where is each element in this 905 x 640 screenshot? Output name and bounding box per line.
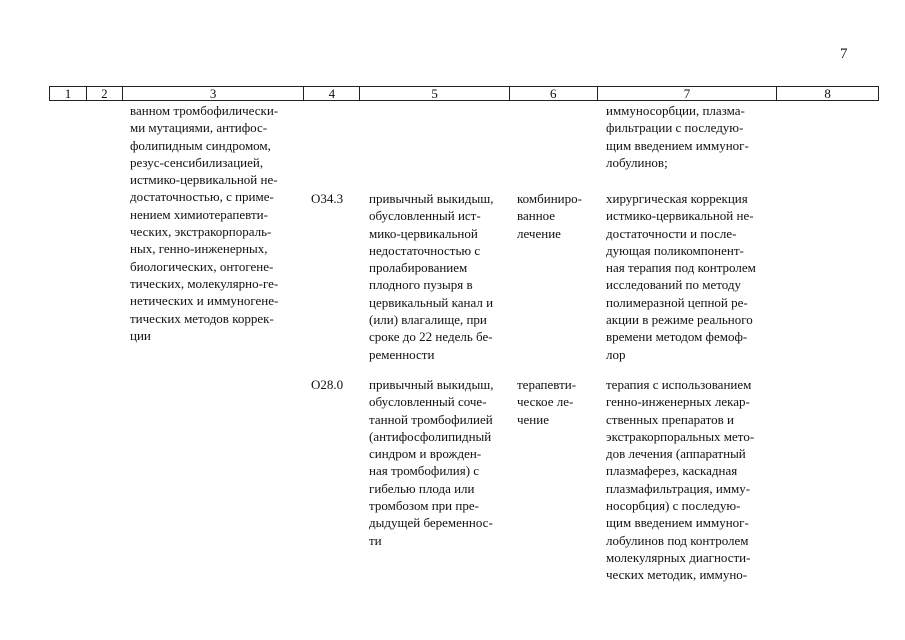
- row-treatment-type: терапевти- ческое ле- чение: [517, 377, 577, 427]
- row-treatment-type: комбиниро- ванное лечение: [517, 191, 582, 241]
- header-col-4: 4: [304, 87, 360, 100]
- row-method: хирургическая коррекция истмико-цервикальной не- достаточности и после- дующая поликомпонент- ная терапия под контролем исследований по методу полимеразной цепной ре- акции в режиме реального времени методом фемоф- лор: [606, 191, 756, 362]
- page-number: 7: [840, 46, 848, 62]
- header-col-6: 6: [510, 87, 598, 100]
- header-col-8: 8: [824, 86, 831, 101]
- row-code: O28.0: [311, 377, 344, 392]
- row-code: O34.3: [311, 191, 344, 206]
- col3-continued-text: ванном тромбофилически- ми мутациями, антифос- фолипидным синдромом, резус-сенсибилизацией, истмико-цервикальной не- достаточностью, с приме- нением химиотерапевти- ческих, экстракорпораль- ных, генно-инженерных, биологических, онтогене- тических, молекулярно-ге- нетических и иммуногене- тических методов коррек- ции: [130, 103, 279, 343]
- header-col-3: 3: [123, 87, 305, 100]
- row-description: привычный выкидыш, обусловленный ист- мико-цервикальной недостаточностью с пролабированием плодного пузыря в цервикальный канал и (или) влагалище, при сроке до 22 недель бе- ременности: [369, 191, 494, 362]
- header-col-5: 5: [360, 87, 510, 100]
- header-col-7: 7: [598, 87, 778, 100]
- header-col-1: 1: [50, 87, 87, 100]
- header-col-2: 2: [87, 87, 123, 100]
- col7-continued-text: иммуносорбции, плазма- фильтрации с последую- щим введением иммуног- лобулинов;: [606, 103, 749, 170]
- table-header-row: [49, 86, 879, 101]
- row-method: терапия с использованием генно-инженерных лекар- ственных препаратов и экстракорпоральных мето- дов лечения (аппаратный плазмаферез, каскадная плазмафильтрация, имму- носорбция) с последую- щим введением иммуног- лобулинов под контролем молекулярных диагности- ческих методик, иммуно-: [606, 377, 755, 583]
- row-description: привычный выкидыш, обусловленный соче- танной тромбофилией (антифосфолипидный синдром и врожден- ная тромбофилия) с гибелью плода или тромбозом при пре- дыдущей беременнос- ти: [369, 377, 494, 548]
